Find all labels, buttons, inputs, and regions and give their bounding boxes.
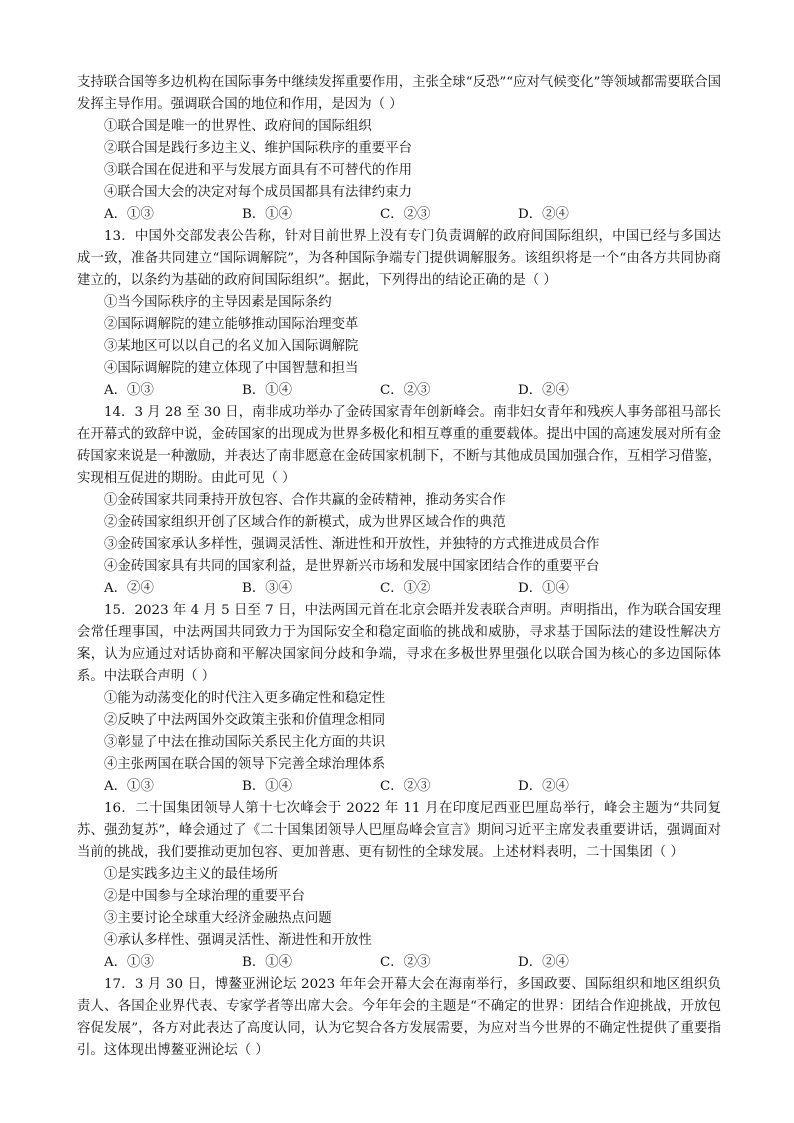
answer-choice: C．①② xyxy=(380,581,431,596)
statement-option: ②是中国参与全球治理的重要平台 xyxy=(104,889,305,904)
question-block xyxy=(77,798,721,974)
statement-option: ③彰显了中法在推动国际关系民主化方面的共识 xyxy=(104,735,386,750)
statement-option: ④主张两国在联合国的领导下完善全球治理体系 xyxy=(104,757,386,772)
answer-choice: B．①④ xyxy=(242,955,293,970)
statement-option: ②反映了中法两国外交政策主张和价值理念相同 xyxy=(104,713,386,728)
statement-option: ④金砖国家具有共同的国家利益，是世界新兴市场和发展中国家团结合作的重要平台 xyxy=(104,559,600,574)
statement-option: ①金砖国家共同秉持开放包容、合作共赢的金砖精神，推动务实合作 xyxy=(104,493,506,508)
answer-choice: A．①③ xyxy=(104,383,154,398)
statement-option: ①是实践多边主义的最佳场所 xyxy=(104,867,279,882)
statement-option: ③联合国在促进和平与发展方面具有不可替代的作用 xyxy=(104,163,412,178)
question-number: 17． xyxy=(104,977,135,992)
question-text: 支持联合国等多边机构在国际事务中继续发挥重要作用，主张全球“反恐”“应对气候变化”等领域都需要联合国发挥主导作用。强调联合国的地位和作用，是因为（ ） xyxy=(77,75,721,112)
answer-choices xyxy=(77,204,721,226)
statement-option: ④联合国大会的决定对每个成员国都具有法律约束力 xyxy=(104,185,412,200)
question-stem xyxy=(77,974,721,1062)
statement-option: ①联合国是唯一的世界性、政府间的国际组织 xyxy=(104,119,372,134)
question-number: 16． xyxy=(104,801,136,816)
question-text: 3 月 30 日，博鳌亚洲论坛 2023 年年会开幕大会在海南举行，多国政要、国际组织和地区组织负责人、各国企业界代表、专家学者等出席大会。今年年会的主题是“不确定的世界：团结合作迎挑战，开放包容促发展”，各方对此表达了高度认同，认为它契合各方发展需要，为应对当今世界的不确定性提供了重要指引。这体现出博鳌亚洲论坛（ ） xyxy=(77,977,721,1058)
answer-choices xyxy=(77,578,721,600)
question-block xyxy=(77,72,721,226)
statement-option: ③主要讨论全球重大经济金融热点问题 xyxy=(104,911,332,926)
answer-choice: B．①④ xyxy=(242,779,293,794)
answer-choice: A．①③ xyxy=(104,779,154,794)
answer-choice: B．③④ xyxy=(242,581,293,596)
answer-choices xyxy=(77,776,721,798)
statement-option: ③某地区可以以自己的名义加入国际调解院 xyxy=(104,339,359,354)
statement-option: ④承认多样性、强调灵活性、渐进性和开放性 xyxy=(104,933,372,948)
answer-choice: C．②③ xyxy=(380,207,431,222)
question-stem xyxy=(77,600,721,688)
question-stem xyxy=(77,226,721,292)
question-number: 15． xyxy=(104,603,135,618)
answer-choice: D．②④ xyxy=(518,207,569,222)
question-number: 14． xyxy=(104,405,135,420)
answer-choices xyxy=(77,380,721,402)
answer-choice: C．②③ xyxy=(380,955,431,970)
question-block xyxy=(77,600,721,798)
question-text: 二十国集团领导人第十七次峰会于 2022 年 11 月在印度尼西亚巴厘岛举行，峰会主题为“共同复苏、强劲复苏”，峰会通过了《二十国集团领导人巴厘岛峰会宣言》期间习近平主席发表重要讲话，强调面对当前的挑战，我们要推动更加包容、更加普惠、更有韧性的全球发展。上述材料表明，二十国集团（ ） xyxy=(77,801,721,860)
question-number: 13． xyxy=(104,229,135,244)
question-text: 3 月 28 至 30 日，南非成功举办了金砖国家青年创新峰会。南非妇女青年和残疾人事务部祖马部长在开幕式的致辞中说，金砖国家的出现成为世界多极化和相互尊重的重要载体。提出中国的高速发展对所有金砖国家来说是一种激励，并表达了南非愿意在金砖国家机制下，不断与其他成员国加强合作，互相学习借鉴，实现相互促进的期盼。由此可见（ ） xyxy=(77,405,721,486)
question-stem xyxy=(77,798,721,864)
question-stem xyxy=(77,72,721,116)
statement-option: ①当今国际秩序的主导因素是国际条约 xyxy=(104,295,332,310)
question-stem xyxy=(77,402,721,490)
answer-choice: D．②④ xyxy=(518,955,569,970)
answer-choice: B．①④ xyxy=(242,383,293,398)
statement-option: ④国际调解院的建立体现了中国智慧和担当 xyxy=(104,361,359,376)
answer-choice: A．①③ xyxy=(104,207,154,222)
statement-option: ②国际调解院的建立能够推动国际治理变革 xyxy=(104,317,359,332)
answer-choice: C．②③ xyxy=(380,779,431,794)
answer-choice: A．①③ xyxy=(104,955,154,970)
answer-choice: D．②④ xyxy=(518,779,569,794)
answer-choice: B．①④ xyxy=(242,207,293,222)
question-block xyxy=(77,402,721,600)
answer-choice: A．②④ xyxy=(104,581,154,596)
question-text: 2023 年 4 月 5 日至 7 日，中法两国元首在北京会晤并发表联合声明。声明指出，作为联合国安理会常任理事国，中法两国共同致力于为国际安全和稳定面临的挑战和威胁，寻求基于国际法的建设性解决方案，认为应通过对话协商和平解决国家间分歧和争端，寻求在多极世界里强化以联合国为核心的多边国际体系。中法联合声明（ ） xyxy=(77,603,721,684)
question-block xyxy=(77,226,721,402)
answer-choice: D．②④ xyxy=(518,383,569,398)
question-text: 中国外交部发表公告称，针对目前世界上没有专门负责调解的政府间国际组织，中国已经与多国达成一致，准备共同建立“国际调解院”，为各种国际争端专门提供调解服务。该组织将是一个“由各方共同协商建立的，以条约为基础的政府间国际组织”。据此，下列得出的结论正确的是（ ） xyxy=(77,229,721,288)
statement-option: ②联合国是践行多边主义、维护国际秩序的重要平台 xyxy=(104,141,412,156)
question-list xyxy=(77,72,721,1062)
statement-option: ①能为动荡变化的时代注入更多确定性和稳定性 xyxy=(104,691,386,706)
statement-option: ②金砖国家组织开创了区域合作的新模式，成为世界区域合作的典范 xyxy=(104,515,506,530)
statement-option: ③金砖国家承认多样性，强调灵活性、渐进性和开放性，并独特的方式推进成员合作 xyxy=(104,537,600,552)
answer-choice: C．②③ xyxy=(380,383,431,398)
question-block xyxy=(77,974,721,1062)
answer-choice: D．①④ xyxy=(518,581,569,596)
answer-choices xyxy=(77,952,721,974)
